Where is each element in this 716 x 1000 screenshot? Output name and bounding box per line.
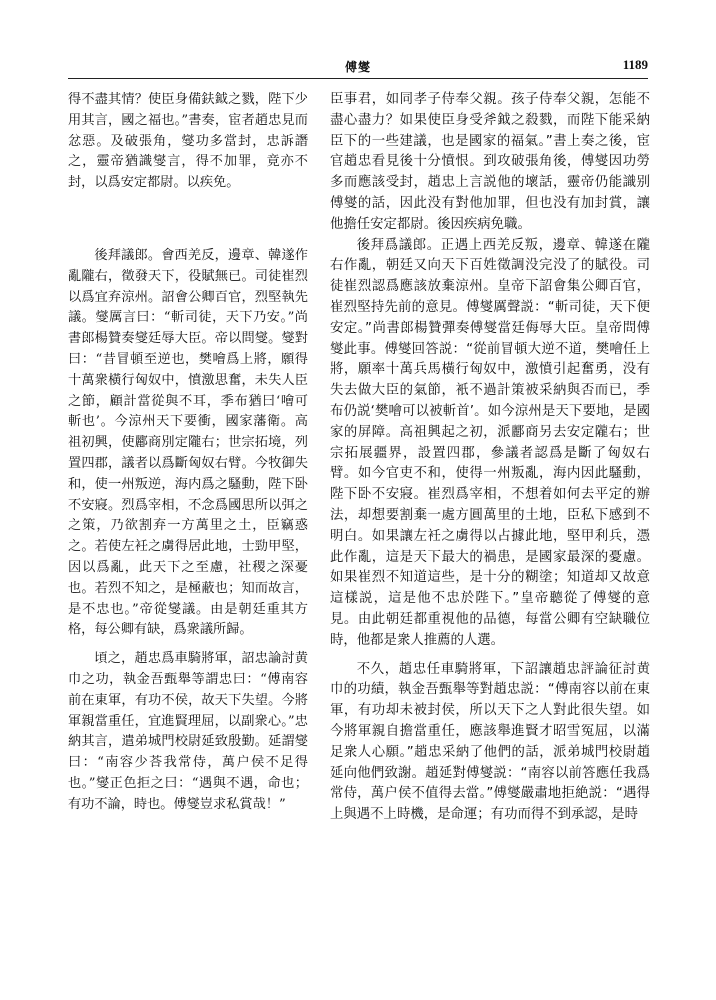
running-header-title: 傅燮 (344, 60, 371, 74)
right-paragraph-2: 後拜爲議郎。正遇上西羌反叛，邊章、韓遂在隴右作亂，朝廷又向天下百姓徵調没完没了的賦役。司徒崔烈認爲應該放棄涼州。皇帝下詔會集公卿百官，崔烈堅持先前的意見。傅燮厲聲説：“斬司徒，天下便安定。”尚書郎楊贊彈奏傅燮當廷侮辱大臣。皇帝問傅燮此事。傅燮回答説：“從前冒頓大逆不道，樊噲任上將，願率十萬兵馬橫行匈奴中，激憤引起奮勇，没有失去做大臣的氣節，衹不過計策被采納與否而已，季布仍説‘樊噲可以被斬首’。如今涼州是天下要地，是國家的屏障。高祖興起之初，派酈商另去安定隴右；世宗拓展疆界，設置四郡，參議者認爲是斷了匈奴右臂。如今官吏不和，使得一州叛亂，海内因此騷動，陛下卧不安寢。崔烈爲宰相，不想着如何去平定的辦法，却想要割棄一處方圓萬里的土地，臣私下感到不明白。如果讓左衽之虜得以占據此地，堅甲利兵，憑此作亂，這是天下最大的禍患，是國家最深的憂慮。如果崔烈不知道這些，是十分的糊塗；知道却又故意這樣説，這是他不忠於陛下。”皇帝聽從了傅燮的意見。由此朝廷都重視他的品德，每當公卿有空缺職位時，他都是衆人推薦的人選。 (330, 237, 650, 648)
right-paragraph-1: 臣事君，如同孝子侍奉父親。孩子侍奉父親，怎能不盡心盡力？如果使臣身受斧鉞之殺戮，而陛下能采納臣下的一些建議，也是國家的福氣。”書上奏之後，宦官趙忠看見後十分憤恨。到攻破張角後，傅燮因功勞多而應該受封，趙忠上言説他的壞話，靈帝仍能識别傅燮的話，因此没有對他加罪，但也没有加封賞，讓他擔任安定都尉。後因疾病免職。 (330, 92, 650, 232)
left-paragraph-1: 得不盡其情？使臣身備鈇鉞之戮，陛下少用其言，國之福也。”書奏，宦者趙忠見而忿惡。及破張角，燮功多當封，忠訴譖之，靈帝猶識燮言，得不加罪，竟亦不封，以爲安定都尉。以疾免。 (68, 92, 308, 191)
right-column-translation (330, 90, 650, 826)
left-paragraph-2: 後拜議郎。會西羌反，邊章、韓遂作亂隴右，徵發天下，役賦無已。司徒崔烈以爲宜弃涼州。詔會公卿百官，烈堅執先議。燮厲言曰：“斬司徒，天下乃安。”尚書郎楊贊奏燮廷辱大臣。帝以問燮。燮對曰：“昔冒頓至逆也，樊噲爲上將，願得十萬衆橫行匈奴中，憤激思奮，未失人臣之節，顧計當從與不耳，季布猶曰‘噲可斬也’。今涼州天下要衝，國家藩衛。高祖初興，使酈商別定隴右；世宗拓境，列置四郡，議者以爲斷匈奴右臂。今牧御失和，使一州叛逆，海内爲之騷動，陛下卧不安寢。烈爲宰相，不念爲國思所以弭之之策，乃欲割弃一方萬里之土，臣竊惑之。若使左衽之虜得居此地，士勁甲堅，因以爲亂，此天下之至慮，社稷之深憂也。若烈不知之，是極蔽也；知而故言，是不忠也。”帝從燮議。由是朝廷重其方格，每公卿有缺，爲衆議所歸。 (68, 247, 308, 638)
header-rule (68, 78, 648, 79)
paragraph-spacer (330, 652, 650, 660)
page-number: 1189 (622, 57, 648, 72)
left-paragraph-3: 頃之，趙忠爲車騎將軍，詔忠論討黄巾之功，執金吾甄舉等謂忠曰：“傅南容前在東軍，有功不侯，故天下失望。今將軍親當重任，宜進賢理屈，以副衆心。”忠納其言，遣弟城門校尉延致殷勤。延謂燮曰：“南容少荅我常侍，萬户侯不足得也。”燮正色拒之曰：“遇與不遇，命也；有功不論，時也。傅燮豈求私賞哉！” (68, 651, 308, 812)
paragraph-spacer (68, 194, 308, 246)
right-paragraph-3: 不久，趙忠任車騎將軍，下詔讓趙忠評論征討黄巾的功績，執金吾甄舉等對趙忠説：“傅南容以前在東軍，有功却未被封侯，所以天下之人對此很失望。如今將軍親自擔當重任，應該舉進賢才昭雪冤屈，以滿足衆人心願。”趙忠采納了他們的話，派弟城門校尉趙延向他們致謝。趙延對傅燮説：“南容以前答應任我爲常侍，萬户侯不值得去當。”傅燮嚴肅地拒絶説：“遇得上與遇不上時機，是命運；有功而得不到承認，是時 (330, 661, 650, 823)
paragraph-spacer (68, 641, 308, 649)
left-column-classical-text (68, 90, 308, 816)
